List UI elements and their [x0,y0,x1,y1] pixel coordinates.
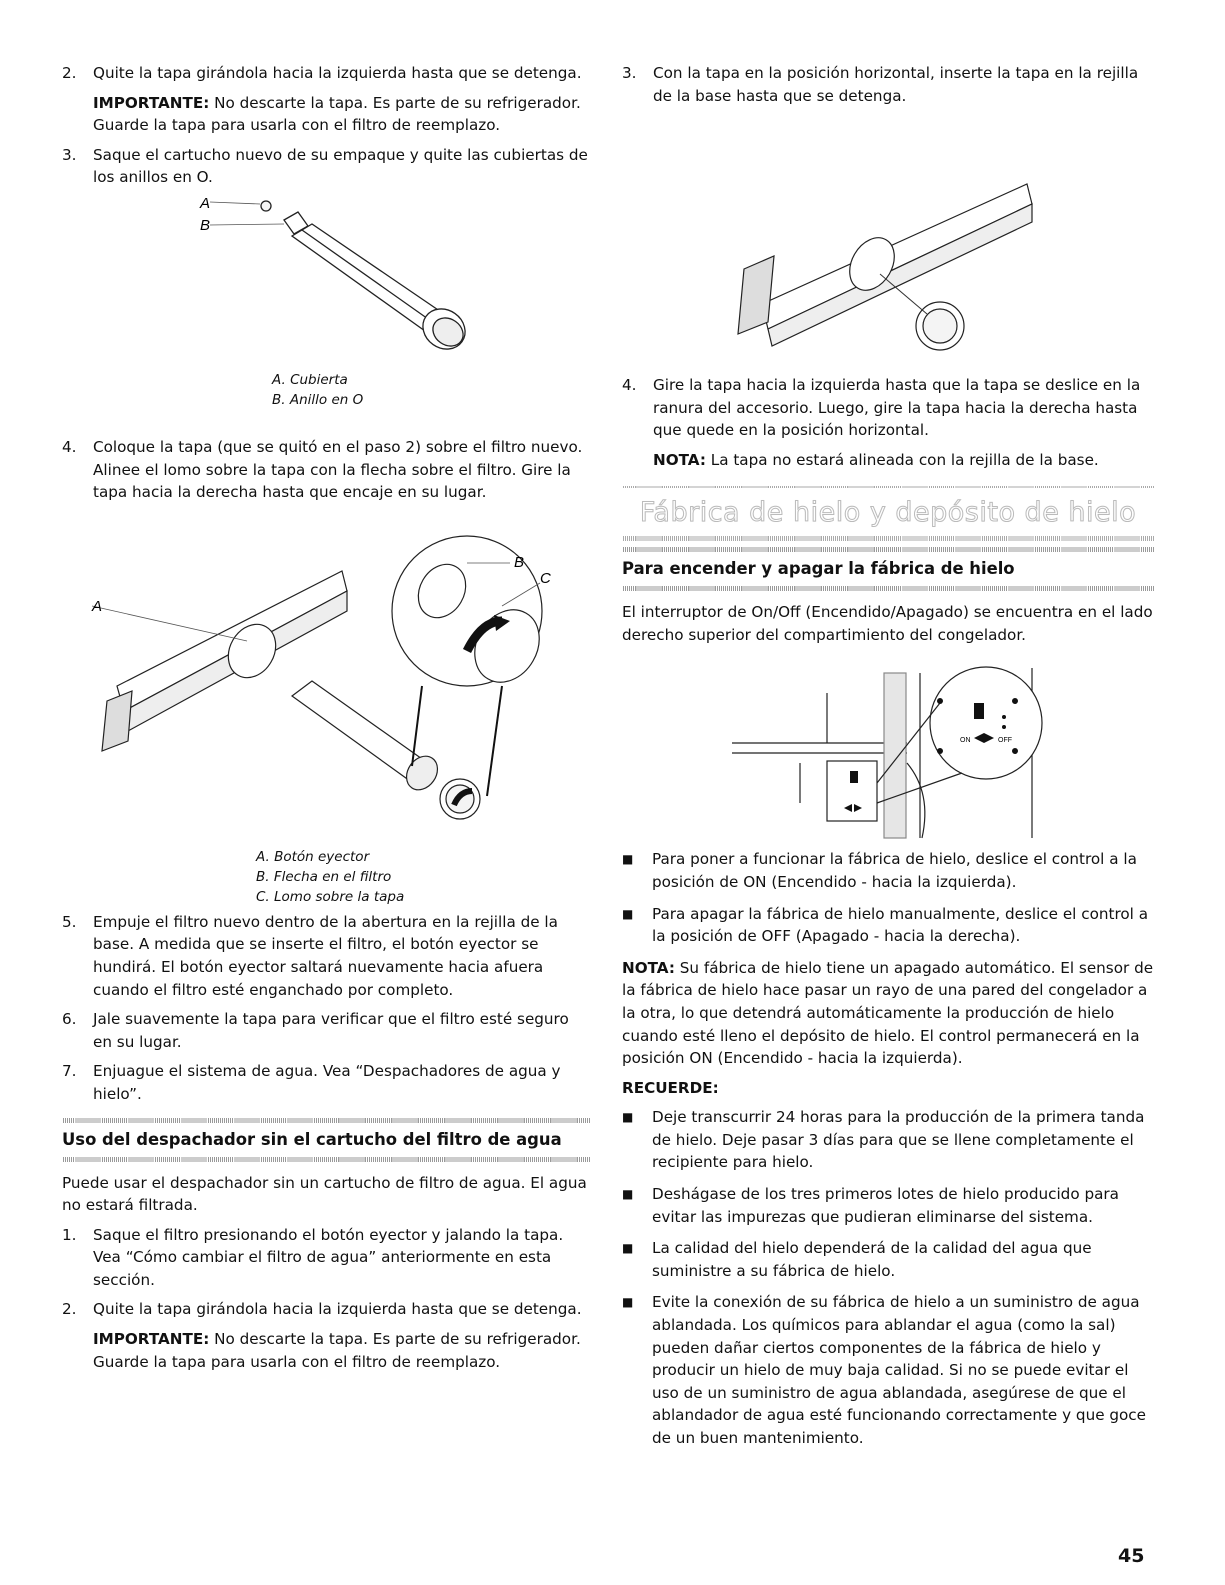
page-number: 45 [1118,1545,1145,1567]
switch-on-label: ON [960,737,971,745]
bullet-item [622,848,1154,893]
cap-insert-illustration [622,114,1154,374]
icemaker-switch-illustration [622,653,1154,848]
bullet-marker: ■ [622,1295,634,1310]
fig2-label-b: B [514,553,525,571]
caption-a: A. Cubierta [272,371,348,388]
bullet-item [622,903,1154,948]
step-5 [62,911,590,1001]
fig1-caption [272,370,363,410]
important-note: IMPORTANTE: No descarte la tapa. Es parte de su refrigerador. Guarde la tapa para usarla con el filtro de reemplazo. [93,93,581,135]
list-item-2 [62,1298,590,1321]
fig1-label-b: B [200,216,211,234]
step-text: Coloque la tapa (que se quitó en el paso 2) sobre el filtro nuevo. Alinee el lomo sobre la tapa con la flecha sobre el filtro. Gire la tapa hacia la derecha hasta que encaje en su lugar. [93,437,583,502]
section-title: Fábrica de hielo y depósito de hielo [622,486,1154,542]
cap-insert-drawing [622,114,1154,369]
bullet-item [622,1237,1154,1282]
caption-b: B. Flecha en el filtro [256,868,392,885]
important-note: IMPORTANTE: No descarte la tapa. Es parte de su refrigerador. Guarde la tapa para usarla con el filtro de reemplazo. [93,1330,581,1371]
bullet-text: Deje transcurrir 24 horas para la producción de la primera tanda de hielo. Deje pasar 3 días para que se llene completamente el recipiente para hielo. [652,1108,1145,1172]
step-text: Con la tapa en la posición horizontal, inserte la tapa en la rejilla de la base hasta que se detenga. [653,64,1139,105]
step-3 [62,144,590,189]
step-4 [62,436,590,504]
list-item-1 [62,1224,590,1292]
filter-install-illustration [62,511,590,911]
paragraph: Puede usar el despachador sin un cartucho de filtro de agua. El agua no estará filtrada. [62,1173,587,1215]
step-number: 2. [62,64,77,82]
bullet-text: Para poner a funcionar la fábrica de hielo, deslice el control a la posición de ON (Encendido - hacia la izquierda). [652,850,1137,891]
left-column [62,62,590,1380]
step-number: 3. [62,145,77,164]
right-column [622,62,1154,1459]
bullet-marker: ■ [622,1241,634,1256]
step-number: 1. [62,1225,77,1244]
step-text: Jale suavemente la tapa para verificar que el filtro esté seguro en su lugar. [93,1010,569,1051]
step-text: Enjuague el sistema de agua. Vea “Despachadores de agua y hielo”. [93,1062,561,1103]
bullet-marker: ■ [622,1187,634,1202]
subsection-heading: Uso del despachador sin el cartucho del filtro de agua [62,1129,562,1149]
caption-c: C. Lomo sobre la tapa [256,888,405,905]
step-3 [622,62,1154,107]
step-7 [62,1060,590,1105]
bullet-text: Para apagar la fábrica de hielo manualmente, deslice el control a la posición de OFF (Apagado - hacia la derecha). [652,904,1148,946]
switch-off-label: OFF [998,737,1012,745]
bullet-marker: ■ [622,906,634,921]
step-6 [62,1008,590,1053]
step-text: Empuje el filtro nuevo dentro de la abertura en la rejilla de la base. A medida que se inserte el filtro, el botón eyector se hundirá. El botón eyector saltará nuevamente hacia afuera cuando el filtro esté enganchado por completo. [93,912,558,999]
step-number: 6. [62,1010,77,1029]
step-text: Quite la tapa girándola hacia la izquierda hasta que se detenga. [93,1300,582,1319]
cartridge-illustration [62,196,590,436]
fig2-label-c: C [540,569,551,587]
step-4 [622,374,1154,442]
bullet-item [622,1291,1154,1449]
note: NOTA: Su fábrica de hielo tiene un apagado automático. El sensor de la fábrica de hielo hace pasar un rayo de una pared del congelador a la otra, lo que detendrá automáticamente la producción de hielo cuando esté lleno el depósito de hielo. El control permanecerá en la posición ON (Encendido - hacia la izquierda). [622,958,1154,1068]
bullet-text: Evite la conexión de su fábrica de hielo a un suministro de agua ablandada. Los químicos para ablandar el agua (como la sal) pueden dañar ciertos componentes de la fábrica de hielo y producir un hielo de muy baja calidad. Si no se puede evitar el uso de un suministro de agua ablandada, asegúrese de que el ablandador de agua esté funcionando correctamente y que goce de un buen mantenimiento. [652,1293,1146,1447]
step-text: Saque el cartucho nuevo de su empaque y quite las cubiertas de los anillos en O. [93,145,588,187]
bullet-marker: ■ [622,1110,634,1125]
fig2-caption [256,847,404,907]
step-text: Quite la tapa girándola hacia la izquierda hasta que se detenga. [93,64,582,82]
step-number: 5. [62,912,77,931]
filter-install-drawing [62,511,590,846]
caption-b: B. Anillo en O [272,391,364,408]
step-number: 2. [62,1300,77,1319]
step-number: 4. [622,376,637,395]
fig1-label-a: A [200,195,211,212]
bullet-text: Deshágase de los tres primeros lotes de hielo producido para evitar las impurezas que pudieran eliminarse del sistema. [652,1185,1119,1226]
bullet-item [622,1106,1154,1174]
step-number: 3. [622,64,637,82]
step-text: Gire la tapa hacia la izquierda hasta que la tapa se deslice en la ranura del accesorio. Luego, gire la tapa hacia la derecha hasta que quede en la posición horizontal. [653,376,1141,440]
recuerde-heading: RECUERDE: [622,1078,719,1097]
bullet-text: La calidad del hielo dependerá de la calidad del agua que suministre a su fábrica de hielo. [652,1239,1092,1280]
caption-a: A. Botón eyector [256,848,370,865]
step-text: Saque el filtro presionando el botón eyector y jalando la tapa. Vea “Cómo cambiar el filtro de agua” anteriormente en esta sección. [93,1225,564,1289]
paragraph: El interruptor de On/Off (Encendido/Apagado) se encuentra en el lado derecho superior del compartimiento del congelador. [622,603,1153,644]
step-2 [62,62,590,85]
cartridge-drawing [62,196,590,371]
step-number: 4. [62,437,77,456]
step-number: 7. [62,1062,77,1081]
bullet-marker: ■ [622,852,634,867]
icemaker-switch-drawing [622,653,1154,843]
note: NOTA: La tapa no estará alineada con la rejilla de la base. [653,450,1099,469]
subsection-heading: Para encender y apagar la fábrica de hielo [622,559,1015,579]
bullet-item [622,1183,1154,1228]
fig2-label-a: A [92,597,103,615]
